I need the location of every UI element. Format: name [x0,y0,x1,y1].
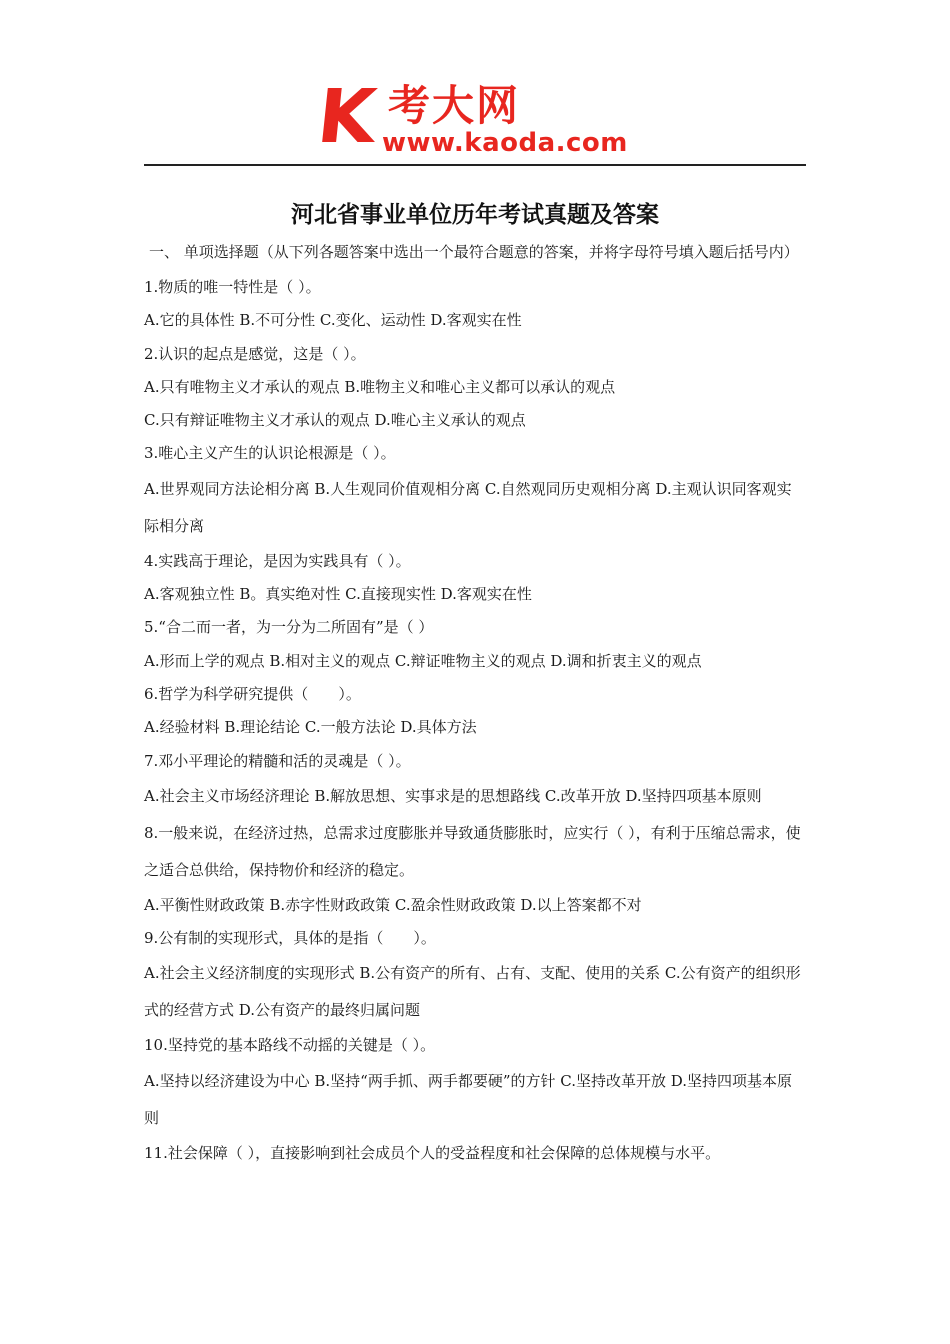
question-9-options: A.社会主义经济制度的实现形式 B.公有资产的所有、占有、支配、使用的关系 C.公有资产的组织形式的经营方式 D.公有资产的最终归属问题 [144,964,801,1020]
question-1: 1.物质的唯一特性是（ ）。 [144,278,321,296]
document-body [144,234,806,1170]
question-2-options-cd: C.只有辩证唯物主义才承认的观点 D.唯心主义承认的观点 [144,411,526,430]
question-11: 11.社会保障（ ），直接影响到社会成员个人的受益程度和社会保障的总体规模与水平。 [144,1143,721,1162]
question-5: 5.“合二而一者，为一分为二所固有”是（ ） [144,618,434,637]
question-8-options: A.平衡性财政政策 B.赤字性财政政策 C.盈余性财政政策 D.以上答案都不对 [144,895,642,914]
question-5-options: A.形而上学的观点 B.相对主义的观点 C.辩证唯物主义的观点 D.调和折衷主义的观点 [144,651,702,670]
question-8: 8.一般来说，在经济过热，总需求过度膨胀并导致通货膨胀时，应实行（ ），有利于压缩总需求，使之适合总供给，保持物价和经济的稳定。 [144,823,801,879]
question-2-options-ab: A.只有唯物主义才承认的观点 B.唯物主义和唯心主义都可以承认的观点 [144,377,616,396]
question-6: 6.哲学为科学研究提供（ ）。 [144,684,361,703]
logo-k-mark: K [313,74,380,160]
question-7: 7.邓小平理论的精髓和活的灵魂是（ ）。 [144,751,411,770]
question-4-options: A.客观独立性 B。真实绝对性 C.直接现实性 D.客观实在性 [144,585,532,604]
question-1-options: A.它的具体性 B.不可分性 C.变化、运动性 D.客观实在性 [144,311,522,330]
question-3-options: A.世界观同方法论相分离 B.人生观同价值观相分离 C.自然观同历史观相分离 D.主观认识同客观实际相分离 [144,479,792,535]
question-10: 10.坚持党的基本路线不动摇的关键是（ ）。 [144,1036,436,1055]
question-10-options: A.坚持以经济建设为中心 B.坚持“两手抓、两手都要硬”的方针 C.坚持改革开放 D.坚持四项基本原则 [144,1071,793,1127]
logo-site-name: 考大网 [388,81,521,130]
question-6-options: A.经验材料 B.理论结论 C.一般方法论 D.具体方法 [144,718,477,737]
logo-site-url: www.kaoda.com [382,128,628,158]
header-divider [144,164,806,166]
question-9: 9.公有制的实现形式，具体的是指（ ）。 [144,929,436,948]
document-title: 河北省事业单位历年考试真题及答案 [291,202,659,229]
question-7-options: A.社会主义市场经济理论 B.解放思想、实事求是的思想路线 C.改革开放 D.坚持四项基本原则 [144,786,762,805]
question-4: 4.实践高于理论，是因为实践具有（ ）。 [144,551,411,570]
question-3: 3.唯心主义产生的认识论根源是（ ）。 [144,444,396,463]
question-2: 2.认识的起点是感觉，这是（ ）。 [144,344,366,363]
section-heading: 一、 单项选择题（从下列各题答案中选出一个最符合题意的答案，并将字母符号填入题后括号内） [149,243,799,261]
kaoda-logo [313,74,648,160]
